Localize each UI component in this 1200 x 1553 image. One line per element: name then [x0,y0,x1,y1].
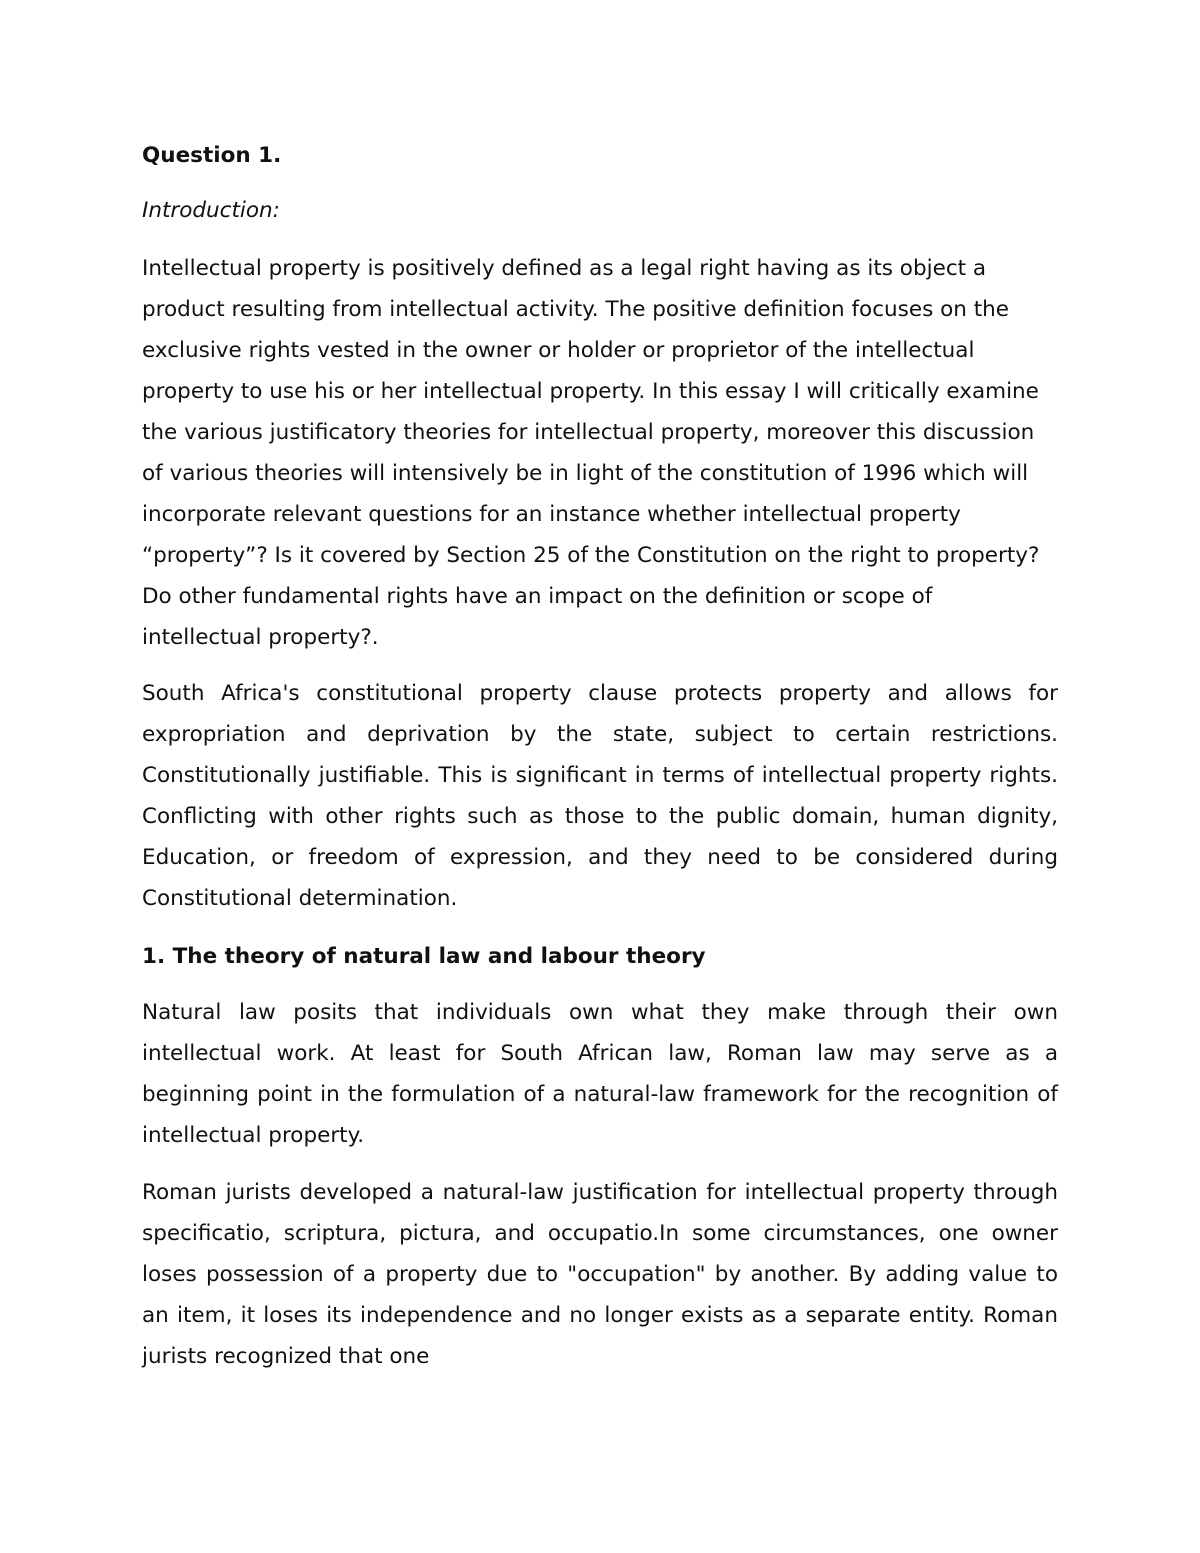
question-title: Question 1. [142,143,282,168]
natural-law-paragraph: Natural law posits that individuals own what they make through their own intellectual work. At least for South African law, Roman law may serve as a beginning point in the formulation of a natural-law framework for the recognition of intellectual property. [142,1000,1058,1148]
document-page [142,130,1058,1377]
roman-jurists-paragraph: Roman jurists developed a natural-law justification for intellectual property through specificatio, scriptura, pictura, and occupatio.In some circumstances, one owner loses possession of a property due to "occupation" by another. By adding value to an item, it loses its independence and no longer exists as a separate entity. Roman jurists recognized that one [142,1180,1058,1369]
section-heading-natural-law: 1. The theory of natural law and labour theory [142,944,706,969]
constitutional-clause-paragraph: South Africa's constitutional property clause protects property and allows for expropriation and deprivation by the state, subject to certain restrictions. Constitutionally justifiable. This is significant in terms of intellectual property rights. Conflicting with other rights such as those to the public domain, human dignity, Education, or freedom of expression, and they need to be considered during Constitutional determination. [142,681,1058,911]
intro-paragraph: Intellectual property is positively defined as a legal right having as its object a product resulting from intellectual activity. The positive definition focuses on the exclusive rights vested in the owner or holder or proprietor of the intellectual property to use his or her intellectual property. In this essay I will critically examine the various justificatory theories for intellectual property, moreover this discussion of various theories will intensively be in light of the constitution of 1996 which will incorporate relevant questions for an instance whether intellectual property “property”? Is it covered by Section 25 of the Constitution on the right to property? Do other fundamental rights have an impact on the definition or scope of intellectual property?. [142,256,1040,650]
introduction-label: Introduction: [142,198,280,223]
